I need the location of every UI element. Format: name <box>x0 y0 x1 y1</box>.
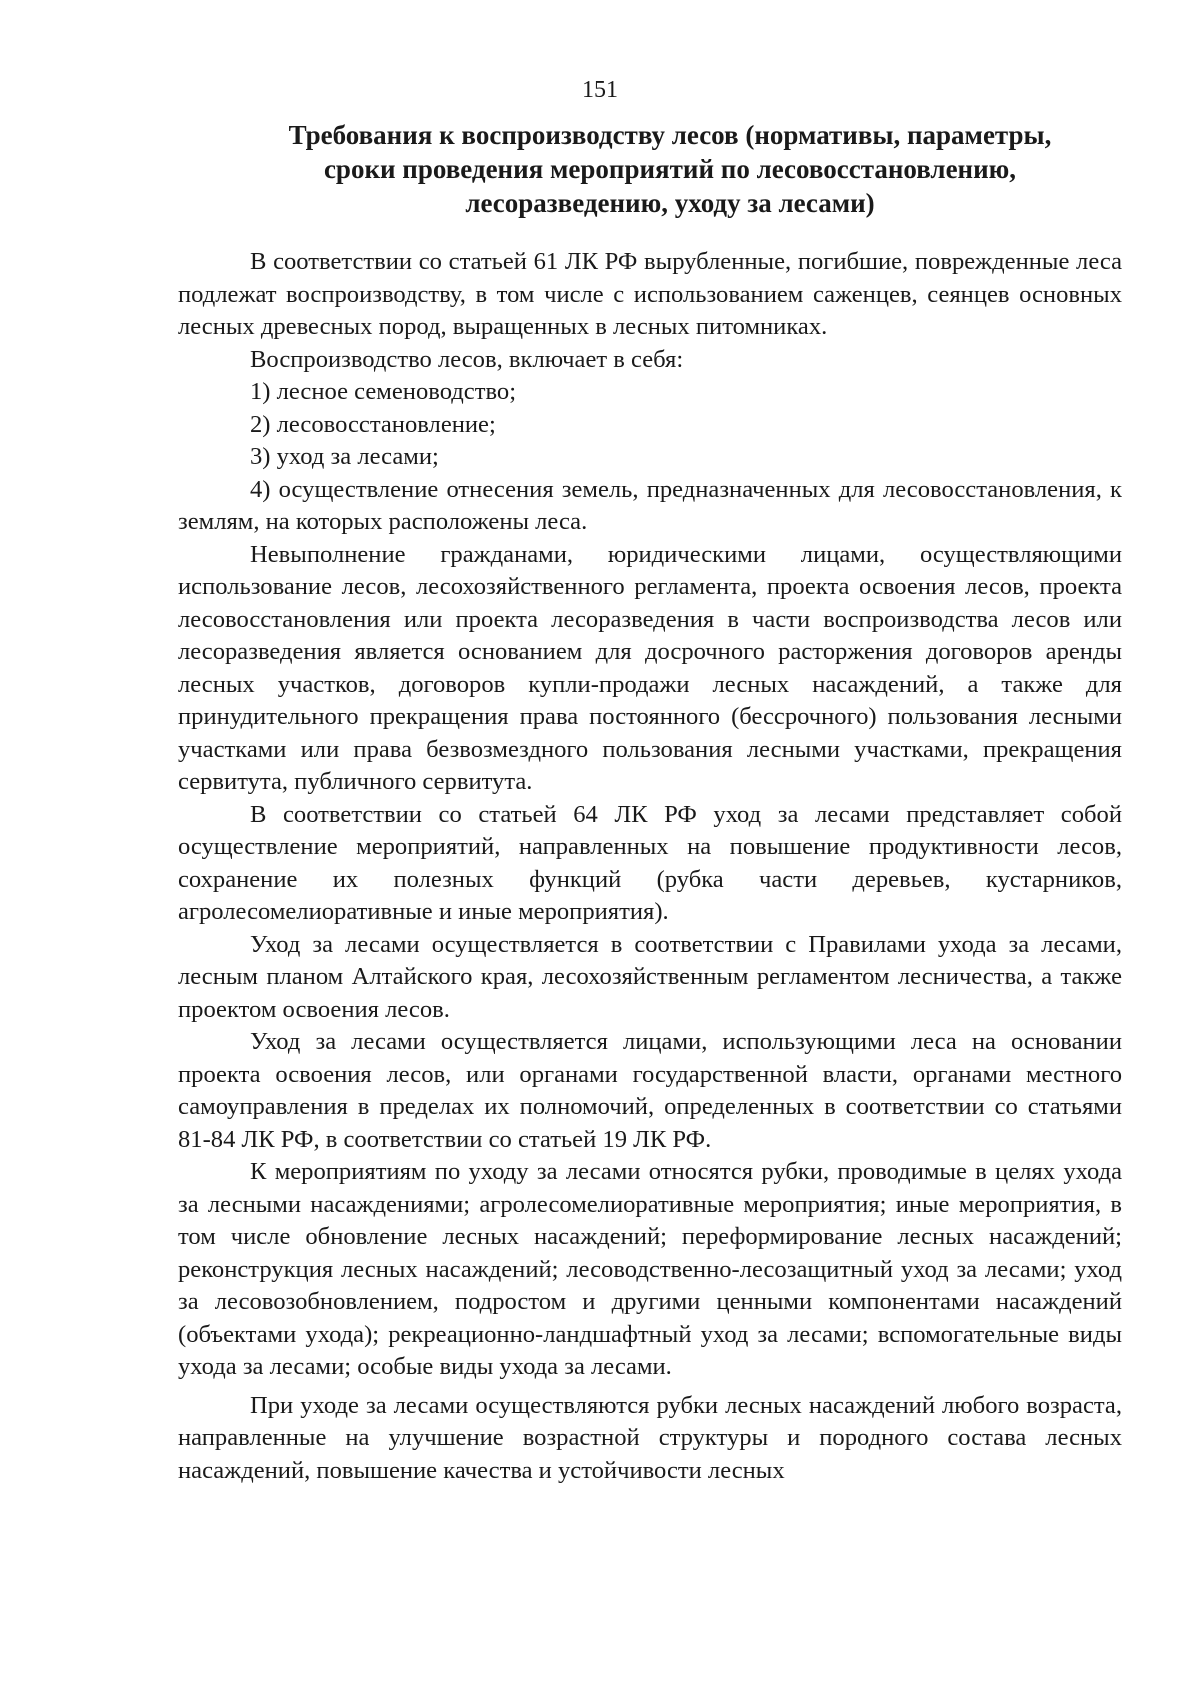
section-heading <box>240 118 1100 220</box>
list-item: 1) лесное семеноводство; <box>250 378 517 405</box>
paragraph: Уход за лесами осуществляется лицами, использующими леса на основании проекта освоения лесов, или органами государственной власти, органами местного самоуправления в пределах их полномочий, определенных в соответствии со статьями 81-84 ЛК РФ, в соответствии со статьей 19 ЛК РФ. <box>178 1028 1122 1153</box>
heading-line-1: Требования к воспроизводству лесов (нормативы, параметры, <box>288 120 1052 150</box>
page-number: 151 <box>582 77 618 103</box>
paragraph: В соответствии со статьей 61 ЛК РФ вырубленные, погибшие, поврежденные леса подлежат воспроизводству, в том числе с использованием саженцев, сеянцев основных лесных древесных пород, выращенных в лесных питомниках. <box>178 248 1122 340</box>
paragraph: При уходе за лесами осуществляются рубки лесных насаждений любого возраста, направленные на улучшение возрастной структуры и породного состава лесных насаждений, повышение качества и устойчивости лесных <box>178 1391 1122 1484</box>
body-text <box>178 246 1122 1487</box>
heading-line-2: сроки проведения мероприятий по лесовосстановлению, <box>323 154 1017 184</box>
list-item: 4) осуществление отнесения земель, предназначенных для лесовосстановления, к землям, на которых расположены леса. <box>178 475 1122 535</box>
paragraph: Воспроизводство лесов, включает в себя: <box>250 345 684 373</box>
paragraph: Уход за лесами осуществляется в соответствии с Правилами ухода за лесами, лесным планом Алтайского края, лесохозяйственным регламентом лесничества, а также проектом освоения лесов. <box>178 930 1122 1023</box>
heading-line-3: лесоразведению, уходу за лесами) <box>465 188 875 218</box>
paragraph: В соответствии со статьей 64 ЛК РФ уход за лесами представляет собой осуществление мероприятий, направленных на повышение продуктивности лесов, сохранение их полезных функций (рубка части деревьев, кустарников, агролесомелиоративные и иные мероприятия). <box>178 800 1122 925</box>
paragraph: К мероприятиям по уходу за лесами относятся рубки, проводимые в целях ухода за лесными насаждениями; агролесомелиоративные мероприятия; иные мероприятия, в том числе обновление лесных насаждений; переформирование лесных насаждений; реконструкция лесных насаждений; лесоводственно-лесозащитный уход за лесами; уход за лесовозобновлением, подростом и другими ценными компонентами насаждений (объектами ухода); рекреационно-ландшафтный уход за лесами; вспомогательные виды ухода за лесами; особые виды ухода за лесами. <box>178 1158 1122 1380</box>
list-item: 3) уход за лесами; <box>250 443 439 470</box>
list-item: 2) лесовосстановление; <box>250 410 496 438</box>
paragraph: Невыполнение гражданами, юридическими лицами, осуществляющими использование лесов, лесохозяйственного регламента, проекта освоения лесов, проекта лесовосстановления или проекта лесоразведения в части воспроизводства лесов или лесоразведения является основанием для досрочного расторжения договоров аренды лесных участков, договоров купли-продажи лесных насаждений, а также для принудительного прекращения права постоянного (бессрочного) пользования лесными участками или права безвозмездного пользования лесными участками, прекращения сервитута, публичного сервитута. <box>178 540 1122 795</box>
